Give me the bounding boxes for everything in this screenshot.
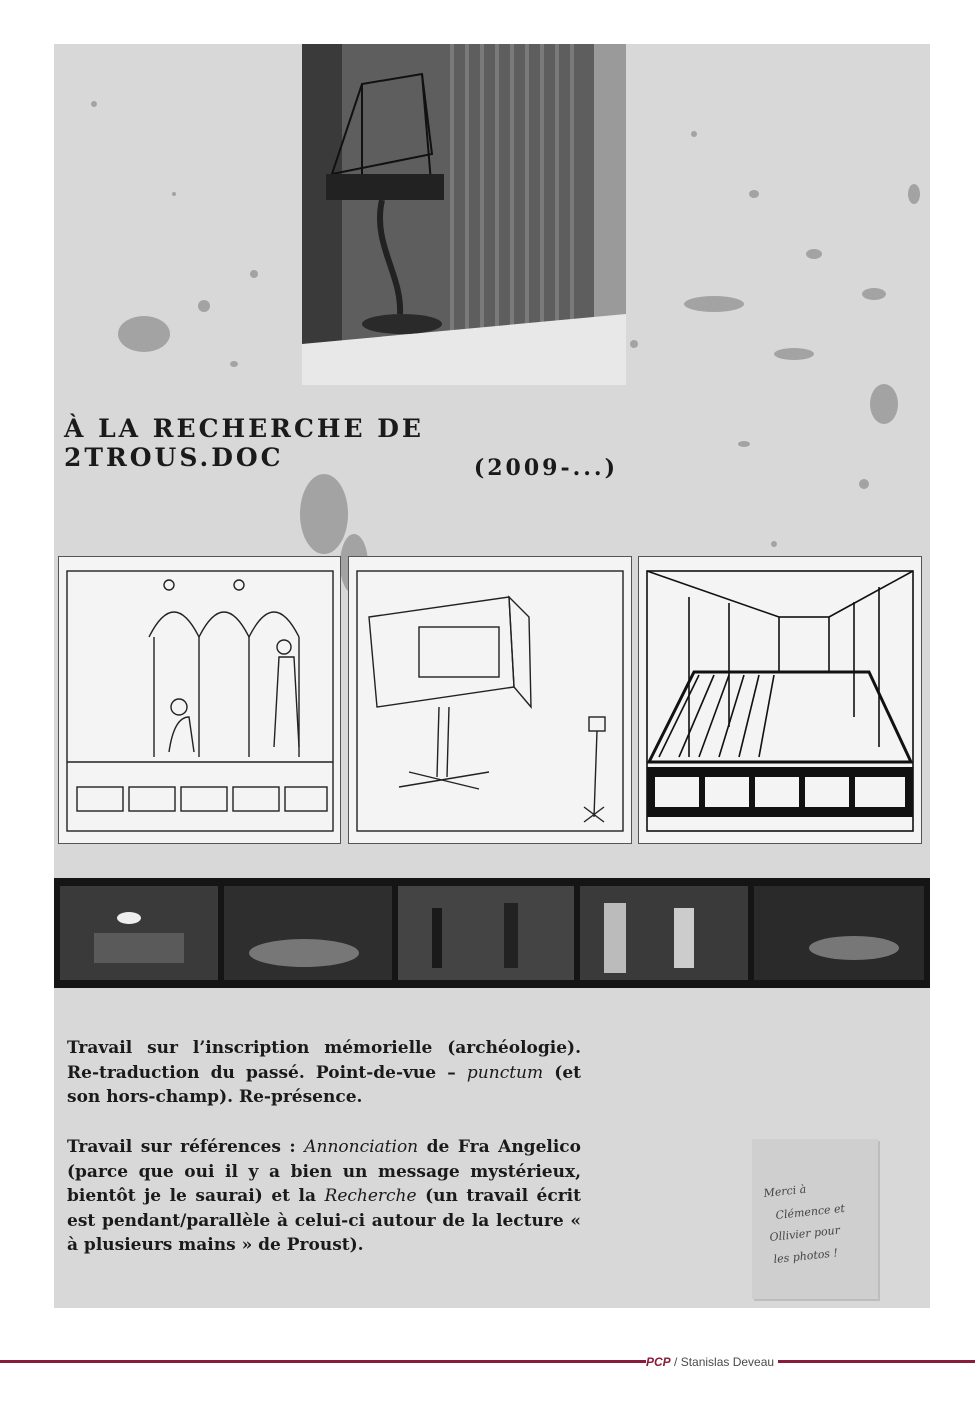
sticky-note — [752, 1139, 878, 1299]
footer-credit — [646, 1355, 778, 1369]
paragraph-memory-emphasis: punctum — [466, 1062, 544, 1083]
paragraph-references — [67, 1135, 581, 1258]
paragraph-references-emphasis-2: Recherche — [324, 1186, 417, 1206]
page-title: À LA RECHERCHE DE 2TROUS.DOC — [64, 414, 424, 472]
page-subtitle: (2009-...) — [473, 455, 618, 481]
paragraph-references-text: Travail sur références : — [67, 1137, 305, 1157]
sketch-annunciation — [58, 556, 341, 844]
note-line-3: Ollivier pour — [768, 1223, 841, 1244]
paragraph-memory-text-end: (et son hors-champ). Re-présence. — [67, 1062, 581, 1107]
note-line-1: Merci à — [762, 1182, 807, 1200]
footer-author: / Stanislas Deveau — [670, 1355, 775, 1369]
note-line-4: les photos ! — [772, 1246, 839, 1266]
paragraph-memory-text: Travail sur l’inscription mémorielle (archéologie). Re-traduction du passé. Point-de-vue – — [67, 1038, 581, 1083]
sketch-box-stand — [348, 556, 632, 844]
installation-photo — [302, 44, 626, 385]
paragraph-references-text-2: de Fra Angelico (parce que oui il y a bien un message mystérieux, bientôt je le saurai) et la — [67, 1137, 581, 1206]
paragraph-references-text-3: (un travail écrit est pendant/parallèle à celui-ci autour de la lecture « à plusieurs mains » de Proust). — [67, 1186, 581, 1255]
pcp-logo: PCP — [646, 1355, 671, 1369]
footer-rule — [0, 1360, 975, 1363]
note-line-2: Clémence et — [774, 1201, 846, 1222]
paragraph-references-emphasis-1: Annonciation — [304, 1137, 419, 1157]
paragraph-memory — [67, 1036, 581, 1110]
sketch-perspective-cage — [638, 556, 922, 844]
photo-strip — [54, 878, 930, 988]
